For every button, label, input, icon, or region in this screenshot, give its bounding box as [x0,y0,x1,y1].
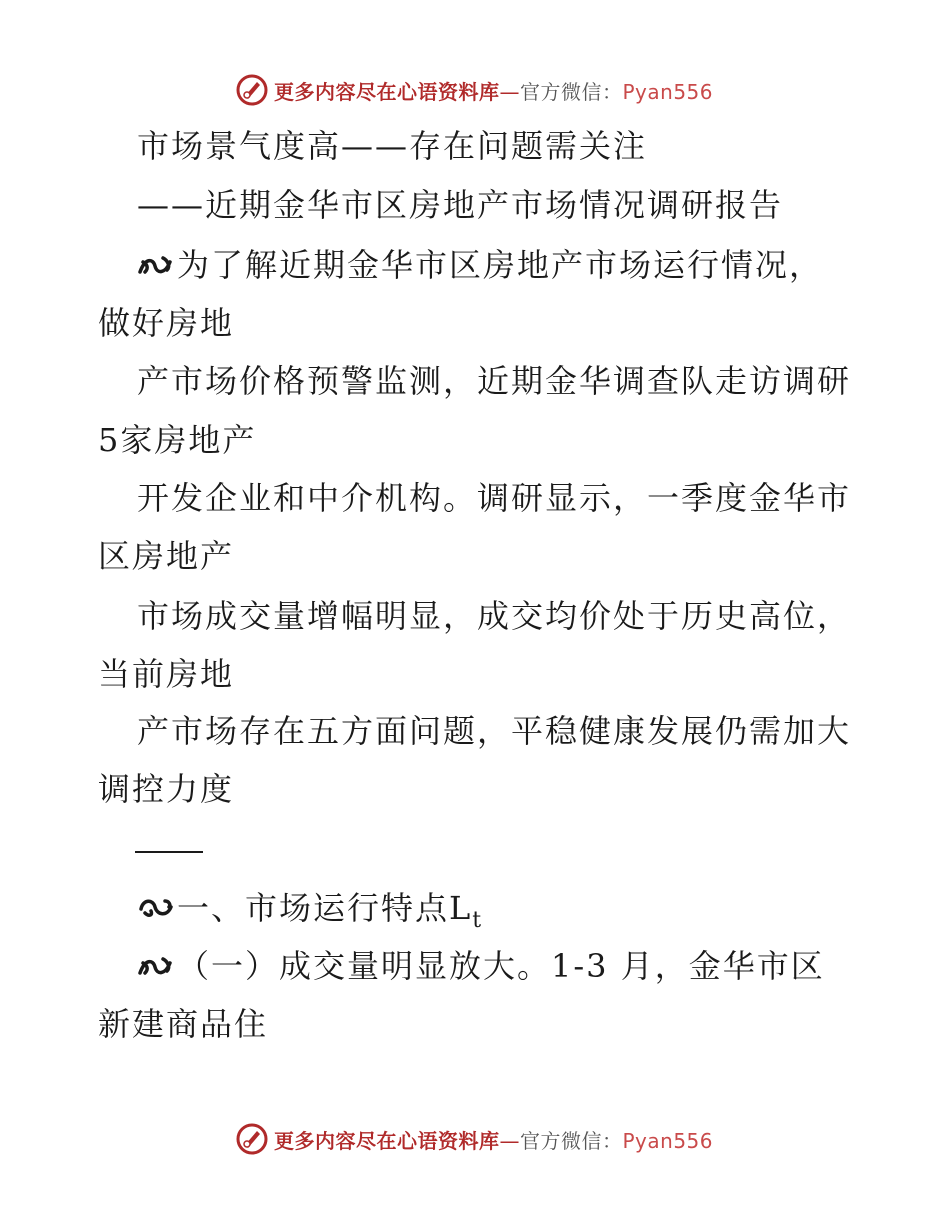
fleuron-ornament-icon [137,953,175,981]
document-title: 市场景气度高——存在问题需关注 [137,127,648,165]
watermark-dash: — [499,1128,520,1153]
short-rule [135,851,203,853]
paragraph-line: 产市场存在五方面问题，平稳健康发展仍需加大 [137,712,852,750]
paragraph-line: 区房地产 [98,537,235,575]
list-item-text: （一）成交量明显放大。1-3 月，金华市区 [177,947,825,985]
watermark-logo-icon [236,74,268,106]
section-heading-text: 一、市场运行特点 [177,889,450,927]
paragraph-line: 市场成交量增幅明显，成交均价处于历史高位， [137,597,852,635]
paragraph-line: 开发企业和中介机构。调研显示，一季度金华市 [137,479,852,517]
paragraph-text: 为了解近期金华市区房地产市场运行情况， [177,246,824,284]
paragraph-line [137,245,823,285]
watermark-text: 更多内容尽在心语资料库 [274,79,500,104]
fleuron-ornament-icon [137,895,175,923]
paragraph-line: 当前房地 [98,655,235,693]
paragraph-line: 做好房地 [98,304,235,342]
paragraph-line: 5家房地产 [98,421,257,459]
watermark-label: 官方微信： [520,79,623,104]
paragraph-line: 产市场价格预警监测，近期金华调查队走访调研 [137,362,852,400]
watermark-wechat-id: Pyan556 [622,79,714,104]
watermark-logo-icon [236,1123,268,1155]
fleuron-ornament-icon [137,252,175,280]
list-item-continued: 新建商品住 [98,1005,269,1043]
watermark-label: 官方微信： [520,1128,623,1153]
footer-watermark [236,1122,714,1156]
list-item [137,946,825,986]
watermark-text: 更多内容尽在心语资料库 [274,1128,500,1153]
header-watermark [236,73,714,107]
section-mark: $L_t$ [449,889,484,933]
section-heading [137,888,483,941]
watermark-dash: — [499,79,520,104]
document-subtitle: ——近期金华市区房地产市场情况调研报告 [137,186,784,224]
watermark-wechat-id: Pyan556 [622,1128,714,1153]
paragraph-line: 调控力度 [98,770,235,808]
